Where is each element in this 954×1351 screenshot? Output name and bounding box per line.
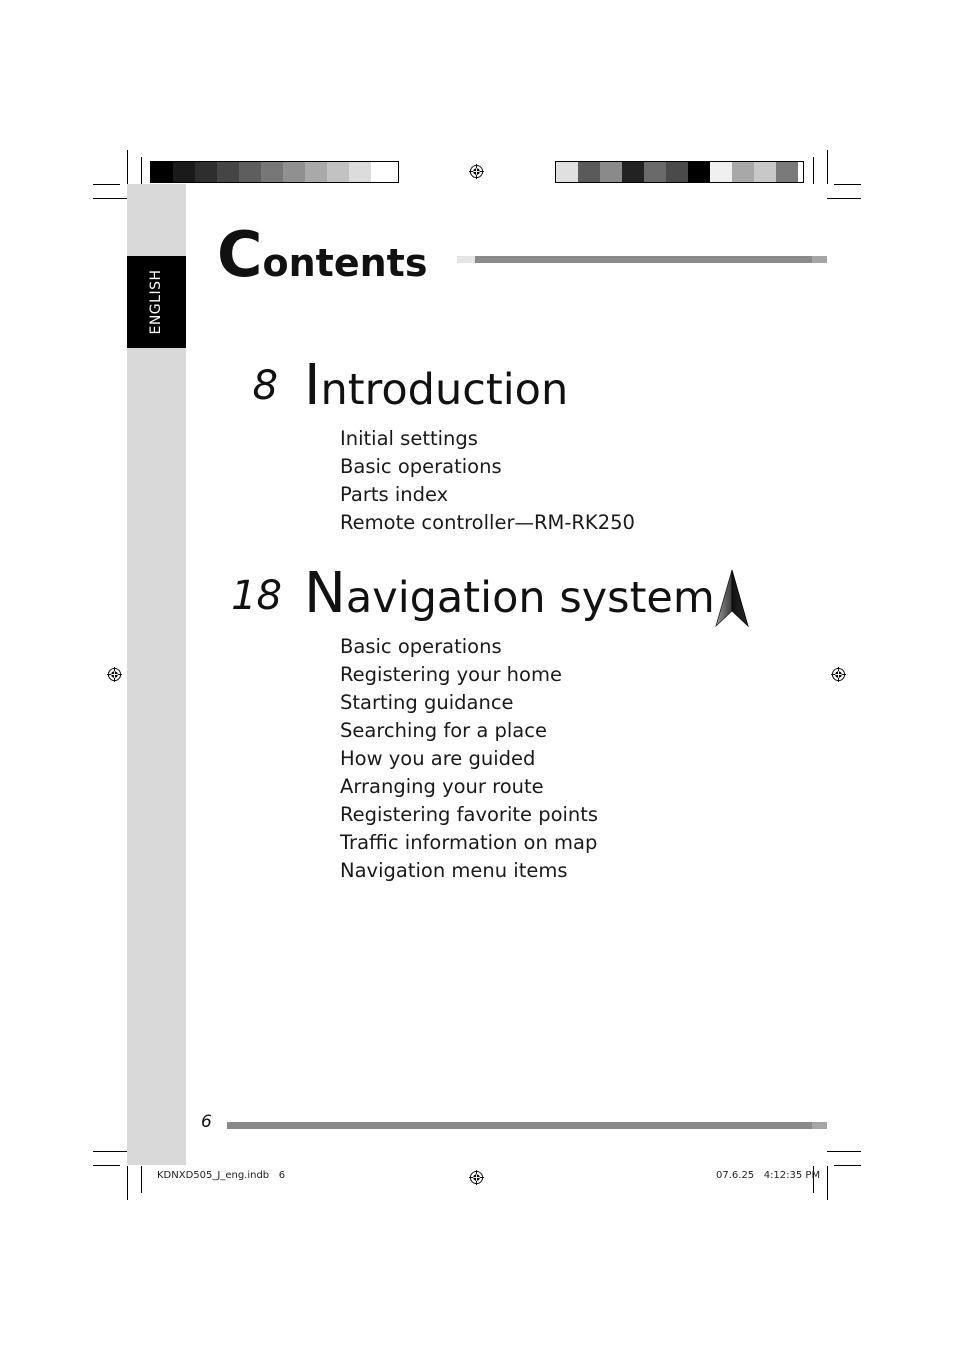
crop-mark bbox=[141, 157, 142, 184]
section-heading-rest: ntroduction bbox=[320, 365, 569, 415]
registration-mark-icon bbox=[831, 667, 846, 682]
title-rule-end bbox=[812, 256, 827, 263]
footer-rule bbox=[227, 1122, 827, 1129]
page-title-initial: C bbox=[217, 218, 263, 291]
color-swatch bbox=[151, 162, 173, 182]
color-swatch bbox=[173, 162, 195, 182]
section-items-introduction bbox=[340, 425, 635, 537]
section-heading-navigation[interactable] bbox=[304, 561, 715, 626]
print-slug-filename: KDNXD505_J_eng.indb 6 bbox=[157, 1170, 286, 1181]
crop-mark bbox=[93, 198, 127, 199]
color-swatch bbox=[688, 162, 710, 182]
color-swatch bbox=[776, 162, 798, 182]
color-swatch bbox=[217, 162, 239, 182]
toc-item[interactable]: Registering favorite points bbox=[340, 803, 599, 826]
color-swatch bbox=[305, 162, 327, 182]
print-slug-timestamp: 07.6.25 4:12:35 PM bbox=[716, 1170, 821, 1181]
color-swatch bbox=[644, 162, 666, 182]
toc-item[interactable]: Navigation menu items bbox=[340, 859, 568, 882]
color-swatch bbox=[600, 162, 622, 182]
color-swatch bbox=[283, 162, 305, 182]
registration-mark-icon bbox=[469, 164, 484, 179]
title-rule-cap bbox=[457, 256, 475, 263]
color-swatch bbox=[666, 162, 688, 182]
crop-mark bbox=[834, 1165, 861, 1166]
crop-mark bbox=[141, 1166, 142, 1193]
color-swatch bbox=[622, 162, 644, 182]
crop-mark bbox=[93, 184, 120, 185]
toc-item[interactable]: Parts index bbox=[340, 483, 449, 506]
section-heading-initial: N bbox=[304, 561, 346, 626]
navigation-arrow-icon bbox=[714, 569, 750, 629]
section-heading-rest: avigation system bbox=[345, 573, 715, 623]
crop-mark bbox=[834, 184, 861, 185]
title-rule bbox=[475, 256, 827, 263]
section-items-navigation bbox=[340, 633, 598, 885]
toc-item[interactable]: Traffic information on map bbox=[340, 831, 598, 854]
color-swatch bbox=[349, 162, 371, 182]
page-number: 6 bbox=[201, 1112, 212, 1132]
color-calibration-bar-right bbox=[555, 161, 804, 183]
toc-item[interactable]: Basic operations bbox=[340, 455, 502, 478]
color-calibration-bar-left bbox=[150, 161, 399, 183]
color-swatch bbox=[710, 162, 732, 182]
language-label: ENGLISH bbox=[148, 269, 164, 335]
color-swatch bbox=[195, 162, 217, 182]
page-title bbox=[217, 218, 428, 291]
registration-mark-icon bbox=[107, 667, 122, 682]
color-swatch bbox=[578, 162, 600, 182]
crop-mark bbox=[127, 150, 128, 184]
section-page-number[interactable]: 18 bbox=[231, 573, 282, 619]
color-swatch bbox=[327, 162, 349, 182]
registration-mark-icon bbox=[469, 1170, 484, 1185]
color-swatch bbox=[239, 162, 261, 182]
section-page-number[interactable]: 8 bbox=[252, 363, 278, 409]
crop-mark bbox=[827, 150, 828, 184]
toc-item[interactable]: Remote controller—RM-RK250 bbox=[340, 511, 635, 534]
toc-item[interactable]: How you are guided bbox=[340, 747, 536, 770]
crop-mark bbox=[93, 1165, 120, 1166]
color-swatch bbox=[261, 162, 283, 182]
crop-mark bbox=[127, 1166, 128, 1200]
toc-item[interactable]: Starting guidance bbox=[340, 691, 514, 714]
toc-item[interactable]: Basic operations bbox=[340, 635, 502, 658]
footer-rule-end bbox=[812, 1122, 827, 1129]
toc-item[interactable]: Arranging your route bbox=[340, 775, 544, 798]
color-swatch bbox=[371, 162, 393, 182]
crop-mark bbox=[93, 1151, 127, 1152]
page-title-rest: ontents bbox=[262, 241, 428, 285]
crop-mark bbox=[827, 198, 861, 199]
color-swatch bbox=[556, 162, 578, 182]
crop-mark bbox=[827, 1166, 828, 1200]
color-swatch bbox=[754, 162, 776, 182]
toc-item[interactable]: Initial settings bbox=[340, 427, 478, 450]
section-heading-introduction[interactable] bbox=[304, 353, 569, 418]
toc-item[interactable]: Registering your home bbox=[340, 663, 562, 686]
toc-item[interactable]: Searching for a place bbox=[340, 719, 547, 742]
crop-mark bbox=[813, 157, 814, 184]
color-swatch bbox=[732, 162, 754, 182]
crop-mark bbox=[827, 1151, 861, 1152]
section-heading-initial: I bbox=[304, 353, 321, 418]
